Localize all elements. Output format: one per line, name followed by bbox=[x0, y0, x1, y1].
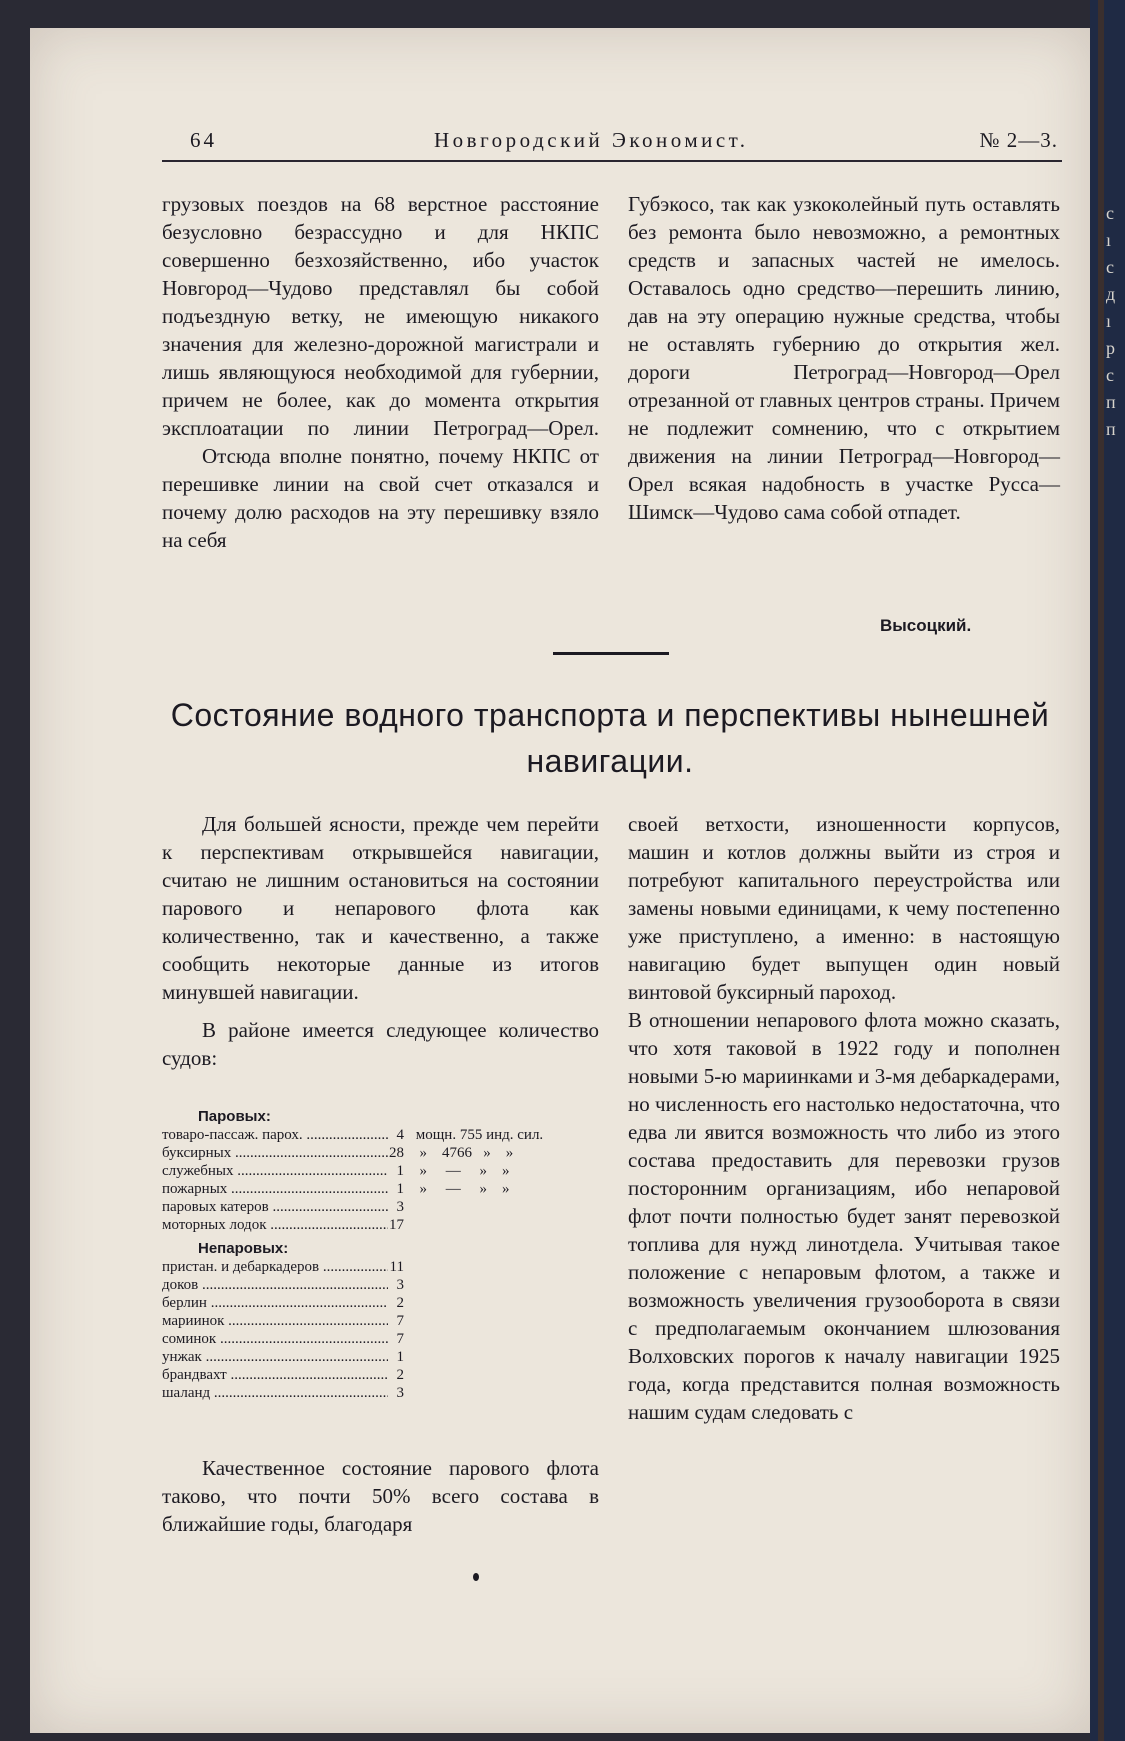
edge-char: п bbox=[1106, 392, 1116, 412]
vessel-power: » — » » bbox=[412, 1181, 510, 1197]
paragraph: Качественное состояние парового флота таково, что почти 50% всего состава в ближайшие годы, благодаря bbox=[162, 1456, 599, 1536]
vessel-count: 4 bbox=[396, 1127, 404, 1143]
vessel-count: 17 bbox=[389, 1217, 404, 1233]
vessel-count: 1 bbox=[396, 1181, 404, 1197]
fleet-row bbox=[162, 1144, 602, 1162]
fleet-row bbox=[162, 1198, 602, 1216]
vessel-count: 11 bbox=[389, 1259, 404, 1275]
vessel-type: берлин ..... bbox=[162, 1294, 388, 1312]
fleet-row bbox=[162, 1384, 602, 1402]
fleet-row bbox=[162, 1330, 602, 1348]
fleet-row bbox=[162, 1216, 602, 1234]
fleet-row bbox=[162, 1276, 602, 1294]
vessel-count: 7 bbox=[396, 1313, 404, 1329]
fleet-row bbox=[162, 1126, 602, 1144]
vessel-type: унжак ..... bbox=[162, 1348, 388, 1366]
header-rule bbox=[162, 160, 1062, 162]
ink-dot bbox=[473, 1573, 479, 1581]
issue-number: № 2—3. bbox=[979, 128, 1058, 152]
vessel-power: » — » » bbox=[412, 1163, 510, 1179]
vessel-count: 7 bbox=[396, 1331, 404, 1347]
paragraph: В отношении непарового флота можно сказать, что хотя таковой в 1922 году и пополнен новыми 5-ю мариинками и 3-мя дебаркадерами, но численность его настолько недостаточна, что едва ли явится возможность что либо из этого состава предоставить для перевозки грузов посторонним организациям, ибо непаровой флот почти полностью будет занят перевозкой топлива для нужд линотдела. Учитывая такое положение с непаровым флотом, а также и возможность увеличения грузооборота в связи с предполагаемым окончанием шлюзования Волховских порогов к началу навигации 1925 года, когда представится полная возможность нашим судам следовать с bbox=[628, 1008, 1060, 1424]
bottom-right-column bbox=[628, 810, 1060, 1426]
vessel-type: моторных лодок ..... bbox=[162, 1216, 388, 1234]
vessel-type: буксирных ..... bbox=[162, 1144, 388, 1162]
vessel-type: пристан. и дебаркадеров ..... bbox=[162, 1258, 388, 1276]
edge-char: р bbox=[1106, 338, 1115, 358]
fleet-row bbox=[162, 1312, 602, 1330]
vessel-type: соминок ..... bbox=[162, 1330, 388, 1348]
steam-heading: Паровых: bbox=[198, 1108, 271, 1125]
section-divider bbox=[553, 652, 669, 655]
paragraph: В районе имеется следующее количество судов: bbox=[162, 1018, 599, 1070]
vessel-count: 28 bbox=[389, 1145, 404, 1161]
fleet-row bbox=[162, 1162, 602, 1180]
vessel-count: 1 bbox=[396, 1349, 404, 1365]
fleet-row bbox=[162, 1294, 602, 1312]
edge-char: п bbox=[1106, 419, 1116, 439]
nonsteam-list bbox=[162, 1258, 602, 1402]
running-header bbox=[190, 128, 1058, 156]
article-title: Состояние водного транспорта и перспективы нынешней навигации. bbox=[170, 697, 1050, 779]
vessel-power: » 4766 » » bbox=[412, 1145, 514, 1161]
bottom-left-closing bbox=[162, 1454, 599, 1538]
vessel-count: 3 bbox=[396, 1277, 404, 1293]
paragraph: Отсюда вполне понятно, почему НКПС от перешивке линии на свой счет отказался и почему долю расходов на эту перешивку взяло на себя bbox=[162, 444, 599, 552]
vessel-power: мощн. 755 инд. сил. bbox=[412, 1127, 544, 1143]
vessel-count: 3 bbox=[396, 1385, 404, 1401]
paragraph: Губэкосо, так как узкоколейный путь оставлять без ремонта было невозможно, а ремонтных средств и запасных частей не имелось. Оставалось одно средство—перешить линию, дав на эту операцию нужные средства, чтобы не оставлять губернию до открытия жел. дороги Петроград—Новгород—Орел отрезанной от главных центров страны. Причем не подлежит сомнению, что с открытием движения на линии Петроград—Новгород—Орел всякая надобность в участке Русса—Шимск—Чудово сама собой отпадет. bbox=[628, 192, 1060, 524]
vessel-type: доков ..... bbox=[162, 1276, 388, 1294]
edge-char: д bbox=[1106, 284, 1116, 304]
vessel-count: 2 bbox=[396, 1295, 404, 1311]
fleet-table bbox=[162, 1108, 602, 1402]
edge-char: с bbox=[1106, 257, 1114, 277]
fleet-row bbox=[162, 1348, 602, 1366]
fleet-row bbox=[162, 1258, 602, 1276]
paragraph: своей ветхости, изношенности корпусов, машин и котлов должны выйти из строя и потребуют капитального переустройства или замены новыми единицами, к чему постепенно уже приступлено, а именно: в настоящую навигацию будет выпущен один новый винтовой буксирный пароход. bbox=[628, 812, 1060, 1004]
bottom-left-column bbox=[162, 810, 599, 1072]
top-right-column bbox=[628, 190, 1060, 526]
paragraph: Для большей ясности, прежде чем перейти к перспективам открывшейся навигации, считаю не лишним остановиться на состоянии парового и непарового флота как количественно, так и качественно, а также сообщить некоторые данные из итогов минувшей навигации. bbox=[162, 812, 599, 1004]
edge-char: с bbox=[1106, 203, 1114, 223]
edge-char: ı bbox=[1106, 311, 1112, 331]
vessel-count: 3 bbox=[396, 1199, 404, 1215]
vessel-type: служебных ..... bbox=[162, 1162, 388, 1180]
vessel-count: 1 bbox=[396, 1163, 404, 1179]
spine-edge bbox=[1098, 0, 1104, 1741]
page-number: 64 bbox=[190, 128, 217, 152]
edge-char: ı bbox=[1106, 230, 1112, 250]
adjacent-page-fragment bbox=[1106, 200, 1122, 443]
vessel-count: 2 bbox=[396, 1367, 404, 1383]
vessel-type: пожарных ..... bbox=[162, 1180, 388, 1198]
edge-char: с bbox=[1106, 365, 1114, 385]
steam-list bbox=[162, 1126, 602, 1234]
nonsteam-heading: Непаровых: bbox=[198, 1240, 289, 1257]
vessel-type: товаро-пассаж. парох. ..... bbox=[162, 1126, 388, 1144]
paragraph: грузовых поездов на 68 верстное расстояние безусловно безрассудно и для НКПС совершенно безхозяйственно, ибо участок Новгород—Чудово представлял бы собой подъездную ветку, не имеющую никакого значения для железно-дорожной магистрали и лишь являющуюся необходимой для губернии, причем не более, как до момента открытия эксплоатации по линии Петроград—Орел. bbox=[162, 192, 599, 440]
fleet-row bbox=[162, 1180, 602, 1198]
fleet-row bbox=[162, 1366, 602, 1384]
top-left-column bbox=[162, 190, 599, 554]
vessel-type: паровых катеров ..... bbox=[162, 1198, 388, 1216]
vessel-type: шаланд ..... bbox=[162, 1384, 388, 1402]
vessel-type: брандвахт ..... bbox=[162, 1366, 388, 1384]
journal-title: Новгородский Экономист. bbox=[434, 128, 749, 152]
author-signature: Высоцкий. bbox=[880, 616, 972, 635]
vessel-type: мариинок ..... bbox=[162, 1312, 388, 1330]
